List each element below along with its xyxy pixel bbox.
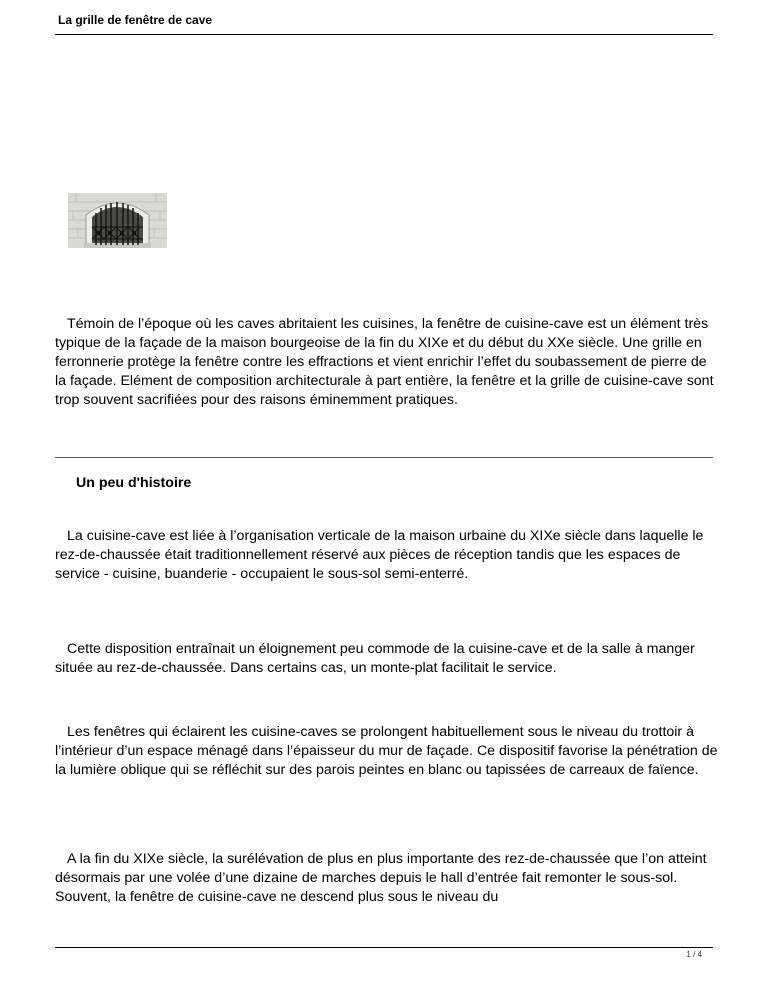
header-divider — [55, 34, 713, 35]
cellar-window-grille-photo — [68, 193, 167, 248]
page-number: 1 / 4 — [686, 950, 702, 959]
intro-paragraph: Témoin de l’époque où les caves abritaient les cuisines, la fenêtre de cuisine-cave est un élément très typique de la façade de la maison bourgeoise de la fin du XIXe et du début du XXe siècle. Une grille en ferronnerie protège la fenêtre contre les effractions et vient enrichir l’effet du soubassement de pierre de la façade. Elément de composition architecturale à part entière, la fenêtre et la grille de cuisine-cave sont trop souvent sacrifiées pour des raisons éminemment pratiques. — [55, 316, 714, 408]
cellar-window-grille-icon — [68, 193, 167, 248]
section-divider — [55, 457, 713, 458]
footer-divider — [55, 947, 713, 948]
body-paragraph: La cuisine-cave est liée à l’organisation verticale de la maison urbaine du XIXe siècle dans laquelle le rez-de-chaussée était traditionnellement réservé aux pièces de réception tandis que les espaces de service - cuisine, buanderie - occupaient le sous-sol semi-enterré. — [55, 528, 704, 582]
page-header-title: La grille de fenêtre de cave — [58, 13, 213, 27]
section-heading: Un peu d'histoire — [76, 475, 192, 491]
body-paragraph: A la fin du XIXe siècle, la surélévation de plus en plus importante des rez-de-chaussée que l’on atteint désormais par une volée d’une dizaine de marches depuis le hall d’entrée fait remonter le sous-sol. Souvent, la fenêtre de cuisine-cave ne descend plus sous le niveau du — [55, 851, 707, 905]
body-paragraph: Cette disposition entraînait un éloignement peu commode de la cuisine-cave et de la salle à manger située au rez-de-chaussée. Dans certains cas, un monte-plat facilitait le service. — [55, 641, 695, 676]
body-paragraph: Les fenêtres qui éclairent les cuisine-caves se prolongent habituellement sous le niveau du trottoir à l’intérieur d’un espace ménagé dans l’épaisseur du mur de façade. Ce dispositif favorise la pénétration de la lumière oblique qui se réfléchit sur des parois peintes en blanc ou tapissées de carreaux de faïence. — [55, 724, 718, 778]
